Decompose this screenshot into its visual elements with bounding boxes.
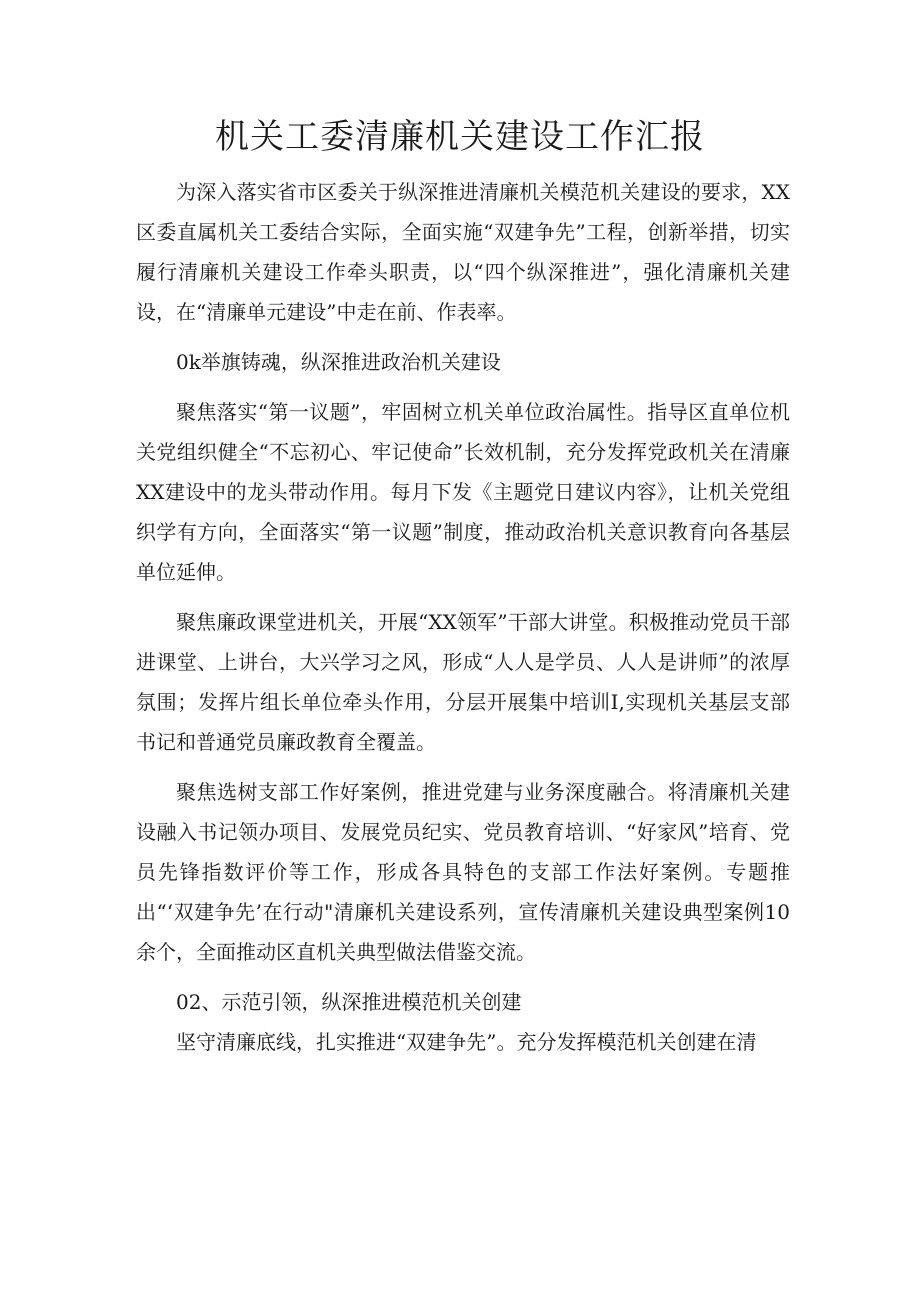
body-paragraph: 聚焦落实“第一议题”，牢固树立机关单位政治属性。指导区直单位机关党组织健全“不忘初心、牢记使命”长效机制，充分发挥党政机关在清廉XX建设中的龙头带动作用。每月下发《主题党日建议内容》，让机关党组织学有方向，全面落实“第一议题”制度，推动政治机关意识教育向各基层单位延伸。 (136, 400, 790, 584)
body-paragraph: 聚焦廉政课堂进机关，开展“XX领军”干部大讲堂。积极推动党员干部进课堂、上讲台，大兴学习之风，形成“人人是学员、人人是讲师”的浓厚氛围；发挥片组长单位牵头作用，分层开展集中培训I,实现机关基层支部书记和普通党员廉政教育全覆盖。 (136, 610, 790, 754)
section-heading-2: 02、示范引领，纵深推进模范机关创建 (176, 990, 522, 1014)
section-heading-1: 0k举旗铸魂，纵深推进政治机关建设 (176, 350, 501, 374)
body-paragraph: 坚守清廉底线，扎实推进“双建争先”。充分发挥模范机关创建在清 (176, 1030, 757, 1054)
document-title: 机关工委清廉机关建设工作汇报 (215, 117, 705, 157)
intro-paragraph: 为深入落实省市区委关于纵深推进清廉机关模范机关建设的要求，XX区委直属机关工委结合实际，全面实施“双建争先”工程，创新举措，切实履行清廉机关建设工作牵头职责，以“四个纵深推进”，强化清廉机关建设，在“清廉单元建设”中走在前、作表率。 (136, 180, 790, 324)
document-body (136, 172, 790, 1062)
body-paragraph: 聚焦选树支部工作好案例，推进党建与业务深度融合。将清廉机关建设融入书记领办项目、发展党员纪实、党员教育培训、“好家风”培育、党员先锋指数评价等工作，形成各具特色的支部工作法好案例。专题推出“‘双建争先’在行动"清廉机关建设系列，宣传清廉机关建设典型案例10余个，全面推动区直机关典型做法借鉴交流。 (136, 780, 790, 964)
